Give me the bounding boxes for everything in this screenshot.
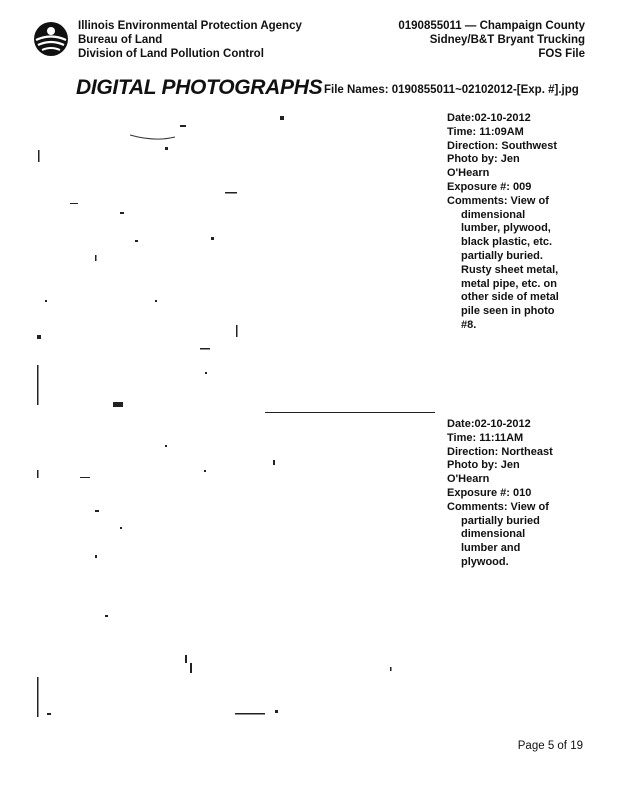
comment-line: dimensional (461, 528, 526, 541)
photographer-name: O'Hearn (447, 473, 490, 486)
photo-date: Date:02-10-2012 (447, 112, 531, 124)
site-info-block (398, 19, 585, 61)
photo-direction: Direction: Southwest (447, 139, 558, 152)
photo-time: Time: 11:09AM (447, 125, 524, 138)
page-number: Page 5 of 19 (517, 740, 583, 752)
agency-name: Illinois Environmental Protection Agency (78, 20, 302, 32)
photo-exposure: Exposure #: 009 (447, 180, 532, 193)
comment-line: Rusty sheet metal, (461, 263, 559, 276)
comment-line: plywood. (461, 555, 509, 568)
photo-exposure-010 (35, 415, 435, 718)
photo-comments-label: Comments: View of (447, 194, 549, 207)
site-name: Sidney/B&T Bryant Trucking (429, 34, 585, 46)
photo-time: Time: 11:11AM (447, 431, 524, 444)
photo-exposure-009 (35, 110, 435, 415)
iepa-logo-icon (33, 21, 69, 57)
photo-by: Photo by: Jen (447, 459, 520, 472)
comment-line: partially buried. (461, 249, 543, 262)
comment-line: partially buried (461, 514, 540, 527)
comment-line: lumber, plywood, (461, 222, 551, 235)
comment-line: pile seen in photo (461, 305, 555, 318)
division-name: Division of Land Pollution Control (78, 48, 264, 60)
file-type: FOS File (538, 48, 585, 60)
photo-details-1 (447, 112, 592, 333)
photo-details-2 (447, 418, 592, 570)
comment-line: metal pipe, etc. on (461, 277, 557, 290)
bureau-name: Bureau of Land (78, 34, 163, 46)
file-names-label: File Names: 0190855011~02102012-[Exp. #].jpg (324, 84, 579, 96)
photographer-name: O'Hearn (447, 167, 490, 180)
photo-exposure: Exposure #: 010 (447, 486, 532, 499)
photo-direction: Direction: Northeast (447, 445, 553, 458)
site-id-county: 0190855011 — Champaign County (398, 20, 585, 32)
comment-line: lumber and (461, 542, 521, 555)
photo-comments-label: Comments: View of (447, 500, 549, 513)
comment-line: other side of metal (461, 291, 559, 304)
photo-by: Photo by: Jen (447, 153, 520, 166)
comment-line: #8. (461, 318, 477, 331)
photo-date: Date:02-10-2012 (447, 418, 531, 430)
comment-line: black plastic, etc. (461, 236, 553, 249)
page-title: DIGITAL PHOTOGRAPHS (76, 76, 323, 99)
comment-line: dimensional (461, 208, 526, 221)
agency-block (78, 19, 302, 61)
